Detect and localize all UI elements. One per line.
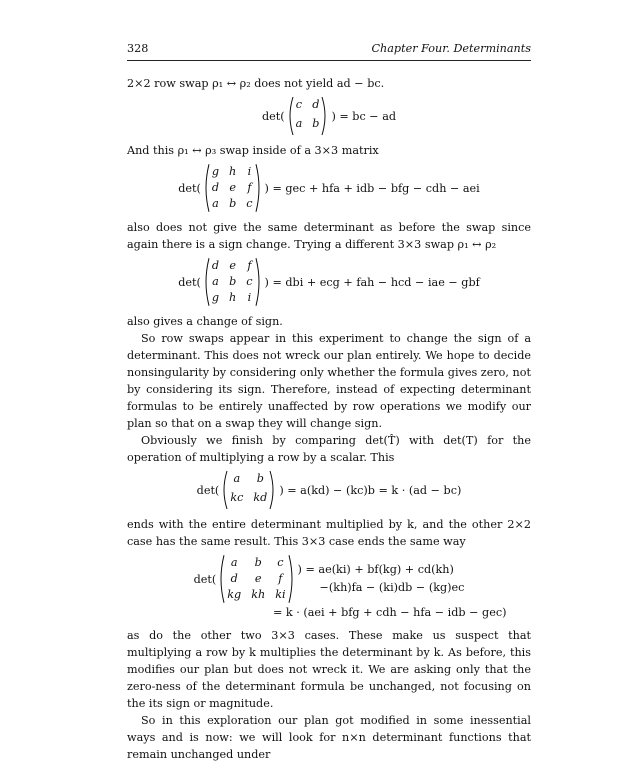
matrix-entry: d bbox=[312, 98, 320, 111]
equation-rhs: ) = bc − ad bbox=[331, 109, 397, 123]
right-paren bbox=[255, 163, 262, 213]
matrix-entry: f bbox=[247, 259, 252, 272]
matrix-entry: b bbox=[229, 197, 237, 210]
matrix-entry: a bbox=[230, 556, 238, 569]
matrix-entry: c bbox=[277, 556, 284, 569]
matrix-entry: kh bbox=[251, 588, 266, 601]
chapter-title: Chapter Four. Determinants bbox=[371, 42, 531, 55]
matrix-entry: d bbox=[230, 572, 238, 585]
det-label: det( bbox=[196, 483, 220, 497]
equation-rhs: ) = dbi + ecg + fah − hcd − iae − gbf bbox=[264, 275, 480, 289]
matrix-entry: b bbox=[256, 472, 264, 485]
matrix-entry: i bbox=[247, 291, 252, 304]
left-paren bbox=[203, 163, 210, 213]
det-label: det( bbox=[178, 275, 201, 289]
matrix-entry: i bbox=[247, 165, 252, 178]
det-label: det( bbox=[178, 181, 201, 195]
right-paren bbox=[255, 257, 262, 307]
matrix-entry: e bbox=[229, 181, 236, 194]
paragraph-1: 2×2 row swap ρ₁ ↔ ρ₂ does not yield ad − bc. bbox=[127, 77, 385, 90]
matrix-entry: b bbox=[254, 556, 262, 569]
paragraph-6: Obviously we finish by comparing det(T̂) with det(T) for the operation of multiplying a row by a scalar. This bbox=[127, 434, 531, 464]
matrix-5 bbox=[218, 554, 294, 604]
left-paren bbox=[203, 257, 210, 307]
page-number: 328 bbox=[127, 42, 149, 55]
matrix-entry: c bbox=[246, 197, 253, 210]
matrix-entry: e bbox=[229, 259, 236, 272]
page bbox=[127, 40, 531, 763]
matrix-entry: a bbox=[212, 275, 219, 288]
equation-rhs: ) = a(kd) − (kc)b = k · (ad − bc) bbox=[279, 483, 462, 497]
matrix-entry: f bbox=[247, 181, 252, 194]
right-paren bbox=[321, 96, 328, 136]
matrix-entry: a bbox=[233, 472, 241, 485]
matrix-entry: h bbox=[229, 165, 237, 178]
right-paren bbox=[269, 470, 276, 510]
left-paren bbox=[287, 96, 294, 136]
matrix-entry: c bbox=[246, 275, 253, 288]
matrix-entry: kc bbox=[230, 491, 244, 504]
matrix-entry: g bbox=[211, 165, 220, 178]
matrix-2 bbox=[203, 163, 262, 213]
equation-rhs-line-3: = k · (aei + bfg + cdh − hfa − idb − gec) bbox=[273, 606, 507, 619]
matrix-entry: c bbox=[295, 98, 303, 111]
matrix-entry: e bbox=[254, 572, 262, 585]
equation-4 bbox=[127, 470, 531, 510]
running-header bbox=[127, 40, 531, 61]
matrix-1 bbox=[287, 96, 329, 136]
paragraph-5: So row swaps appear in this experiment to change the sign of a determinant. This does not wreck our plan entirely. We hope to decide nonsingularity by considering only whether the formula gives zero, not by considering its sign. Therefore, instead of expecting determinant formulas to be entirely unaffected by row operations we modify our plan so that on a swap they will change sign. bbox=[127, 332, 531, 430]
paragraph-8: as do the other two 3×3 cases. These make us suspect that multiplying a row by k multiplies the determinant by k. As before, this modifies our plan but does not wreck it. We are asking only that the zero-ness of the determinant formula be unchanged, not focusing on the its sign or magnitude. bbox=[127, 629, 531, 710]
paragraph-7: ends with the entire determinant multiplied by k, and the other 2×2 case has the same result. This 3×3 case ends the same way bbox=[127, 518, 531, 548]
matrix-entry: h bbox=[229, 291, 237, 304]
matrix-4 bbox=[221, 470, 276, 510]
right-paren bbox=[288, 554, 295, 604]
matrix-entry: ki bbox=[275, 588, 286, 601]
left-paren bbox=[218, 554, 225, 604]
equation-rhs-line-1: ) = ae(ki) + bf(kg) + cd(kh) bbox=[297, 563, 454, 576]
equation-rhs-line-2: −(kh)fa − (ki)db − (kg)ec bbox=[319, 581, 465, 594]
matrix-entry: a bbox=[212, 197, 219, 210]
matrix-entry: a bbox=[295, 117, 303, 130]
paragraph-4: also gives a change of sign. bbox=[127, 315, 283, 328]
equation-3 bbox=[127, 257, 531, 307]
paragraph-2: And this ρ₁ ↔ ρ₃ swap inside of a 3×3 matrix bbox=[127, 144, 379, 157]
det-label: det( bbox=[193, 572, 217, 586]
matrix-entry: d bbox=[211, 181, 220, 194]
matrix-entry: d bbox=[211, 259, 220, 272]
det-label: det( bbox=[261, 109, 285, 123]
matrix-entry: b bbox=[229, 275, 237, 288]
equation-5 bbox=[127, 554, 531, 604]
matrix-entry: g bbox=[211, 291, 220, 304]
matrix-entry: b bbox=[312, 117, 320, 130]
left-paren bbox=[221, 470, 228, 510]
paragraph-9: So in this exploration our plan got modified in some inessential ways and is now: we will look for n×n determinant functions that remain unchanged under bbox=[127, 714, 531, 761]
matrix-3 bbox=[203, 257, 262, 307]
paragraph-3: also does not give the same determinant as before the swap since again there is a sign change. Trying a different 3×3 swap ρ₁ ↔ ρ₂ bbox=[127, 221, 531, 251]
matrix-entry: f bbox=[278, 572, 283, 585]
matrix-entry: kd bbox=[253, 491, 268, 504]
equation-2 bbox=[127, 163, 531, 213]
equation-1 bbox=[127, 96, 531, 136]
matrix-entry: kg bbox=[227, 588, 242, 601]
equation-rhs: ) = gec + hfa + idb − bfg − cdh − aei bbox=[264, 181, 480, 195]
